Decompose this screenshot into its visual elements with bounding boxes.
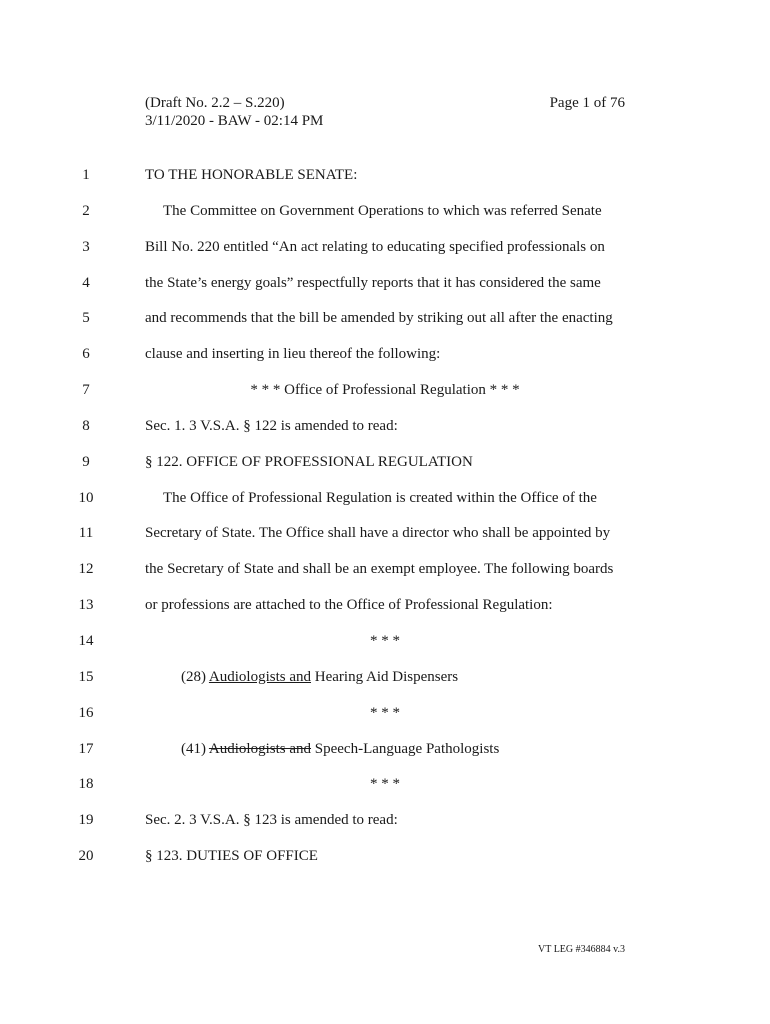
line-3 <box>0 237 770 273</box>
line-14 <box>0 631 770 667</box>
omission-marker: * * * <box>370 704 400 721</box>
line-number: 12 <box>78 561 94 578</box>
item-prefix: (28) <box>181 668 209 685</box>
line-text: clause and inserting in lieu thereof the following: <box>145 346 441 363</box>
footer-doc-id: VT LEG #346884 v.3 <box>538 944 625 955</box>
line-number: 15 <box>78 668 94 685</box>
line-number: 16 <box>78 704 94 721</box>
line-text: Sec. 2. 3 V.S.A. § 123 is amended to read: <box>145 812 398 829</box>
line-number: 1 <box>82 167 90 183</box>
line-text: the Secretary of State and shall be an exempt employee. The following boards <box>145 561 614 578</box>
line-18 <box>0 774 770 810</box>
item-rest: Hearing Aid Dispensers <box>311 668 459 685</box>
line-number: 2 <box>82 202 90 219</box>
line-text: § 122. OFFICE OF PROFESSIONAL REGULATION <box>145 453 473 470</box>
line-number: 9 <box>82 453 90 470</box>
line-text <box>145 667 650 687</box>
line-10 <box>0 488 770 524</box>
line-text: TO THE HONORABLE SENATE: <box>145 167 358 183</box>
line-text: The Committee on Government Operations to which was referred Senate <box>163 202 602 219</box>
omission-marker: * * * <box>370 776 400 793</box>
line-number: 8 <box>82 417 90 434</box>
line-number: 10 <box>78 489 94 506</box>
line-text: Bill No. 220 entitled “An act relating to educating specified professionals on <box>145 238 605 255</box>
line-text: Sec. 1. 3 V.S.A. § 122 is amended to read: <box>145 417 398 434</box>
line-15 <box>0 667 770 703</box>
draft-number: (Draft No. 2.2 – S.220) <box>145 95 285 111</box>
line-11 <box>0 523 770 559</box>
line-number: 18 <box>78 776 94 793</box>
line-4 <box>0 273 770 309</box>
line-7 <box>0 380 770 416</box>
page-number: Page 1 of 76 <box>549 95 625 111</box>
item-rest: Speech-Language Pathologists <box>311 740 500 757</box>
line-number: 5 <box>82 310 90 327</box>
omission-marker: * * * <box>370 632 400 649</box>
line-text: § 123. DUTIES OF OFFICE <box>145 848 318 865</box>
line-number: 4 <box>82 274 90 291</box>
line-8 <box>0 416 770 452</box>
line-5 <box>0 308 770 344</box>
section-heading: * * * Office of Professional Regulation * * * <box>250 382 520 399</box>
line-number: 3 <box>82 238 90 255</box>
line-9 <box>0 452 770 488</box>
line-1 <box>0 165 770 201</box>
line-number: 14 <box>78 632 94 649</box>
line-13 <box>0 595 770 631</box>
line-text: and recommends that the bill be amended by striking out all after the enacting <box>145 310 613 327</box>
line-number: 17 <box>78 740 94 757</box>
numbered-lines <box>0 165 770 882</box>
line-2 <box>0 201 770 237</box>
line-text <box>145 739 650 759</box>
line-text: the State’s energy goals” respectfully reports that it has considered the same <box>145 274 601 291</box>
line-6 <box>0 344 770 380</box>
line-16 <box>0 703 770 739</box>
item-prefix: (41) <box>181 740 209 757</box>
line-number: 20 <box>78 848 94 865</box>
line-number: 11 <box>78 525 94 542</box>
line-number: 6 <box>82 346 90 363</box>
line-12 <box>0 559 770 595</box>
line-number: 13 <box>78 597 94 614</box>
line-17 <box>0 739 770 775</box>
deleted-text: Audiologists and <box>208 740 312 757</box>
line-number: 7 <box>82 382 90 399</box>
draft-date: 3/11/2020 - BAW - 02:14 PM <box>145 113 324 129</box>
line-20 <box>0 846 770 882</box>
inserted-text: Audiologists and <box>208 668 312 685</box>
draft-header <box>145 94 323 130</box>
line-text: or professions are attached to the Office of Professional Regulation: <box>145 597 553 614</box>
line-number: 19 <box>78 812 94 829</box>
line-text: Secretary of State. The Office shall have a director who shall be appointed by <box>145 525 611 542</box>
line-19 <box>0 810 770 846</box>
line-text: The Office of Professional Regulation is created within the Office of the <box>163 489 597 506</box>
